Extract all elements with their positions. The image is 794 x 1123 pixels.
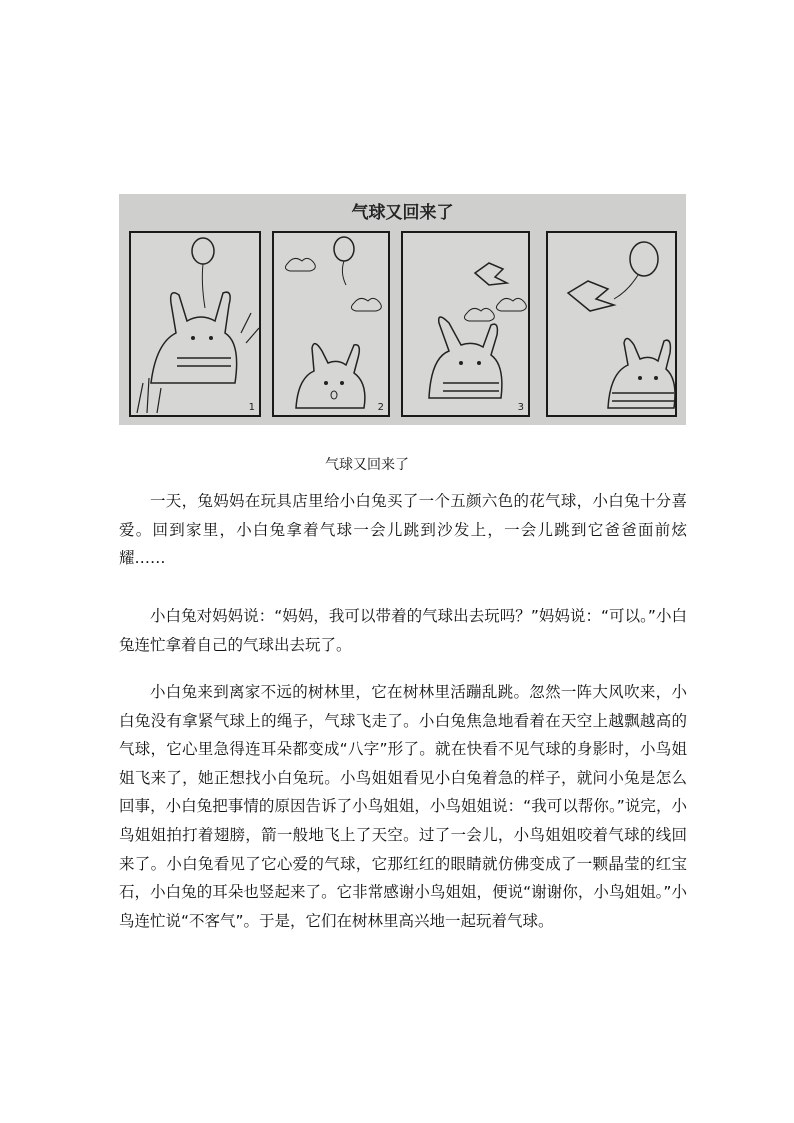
comic-panel-4	[546, 231, 677, 417]
panel-number: 2	[377, 402, 384, 413]
comic-panel-2	[272, 231, 390, 417]
panel-number: 1	[248, 402, 255, 413]
paragraph-2: 小白兔对妈妈说：“妈妈，我可以带着的气球出去玩吗？”妈妈说：“可以。”小白兔连忙拿着自己的气球出去玩了。	[119, 607, 687, 654]
panel-number: 3	[517, 402, 524, 413]
comic-panel-1	[129, 231, 261, 417]
story-illustration	[119, 194, 686, 425]
panel-4-drawing	[548, 233, 677, 417]
story-title: 气球又回来了	[325, 457, 409, 473]
paragraph-1: 一天，兔妈妈在玩具店里给小白兔买了一个五颜六色的花气球，小白兔十分喜爱。回到家里，小白兔拿着气球一会儿跳到沙发上，一会儿跳到它爸爸面前炫耀……	[119, 492, 687, 568]
panel-1-drawing	[131, 233, 261, 417]
panel-3-drawing	[403, 233, 530, 417]
comic-panel-3	[401, 231, 530, 417]
illustration-title: 气球又回来了	[351, 203, 454, 223]
paragraph-3: 小白兔来到离家不远的树林里，它在树林里活蹦乱跳。忽然一阵大风吹来，小白兔没有拿紧气球上的绳子，气球飞走了。小白兔焦急地看着在天空上越飘越高的气球，它心里急得连耳朵都变成“八字”形了。就在快看不见气球的身影时，小鸟姐姐飞来了，她正想找小白兔玩。小鸟姐姐看见小白兔着急的样子，就问小兔是怎么回事，小白兔把事情的原因告诉了小鸟姐姐，小鸟姐姐说：“我可以帮你。”说完，小鸟姐姐拍打着翅膀，箭一般地飞上了天空。过了一会儿，小鸟姐姐咬着气球的线回来了。小白兔看见了它心爱的气球，它那红红的眼睛就仿佛变成了一颗晶莹的红宝石，小白兔的耳朵也竖起来了。它非常感谢小鸟姐姐，便说“谢谢你，小鸟姐姐。”小鸟连忙说“不客气”。于是，它们在树林里高兴地一起玩着气球。	[119, 683, 687, 930]
panel-2-drawing	[274, 233, 390, 417]
